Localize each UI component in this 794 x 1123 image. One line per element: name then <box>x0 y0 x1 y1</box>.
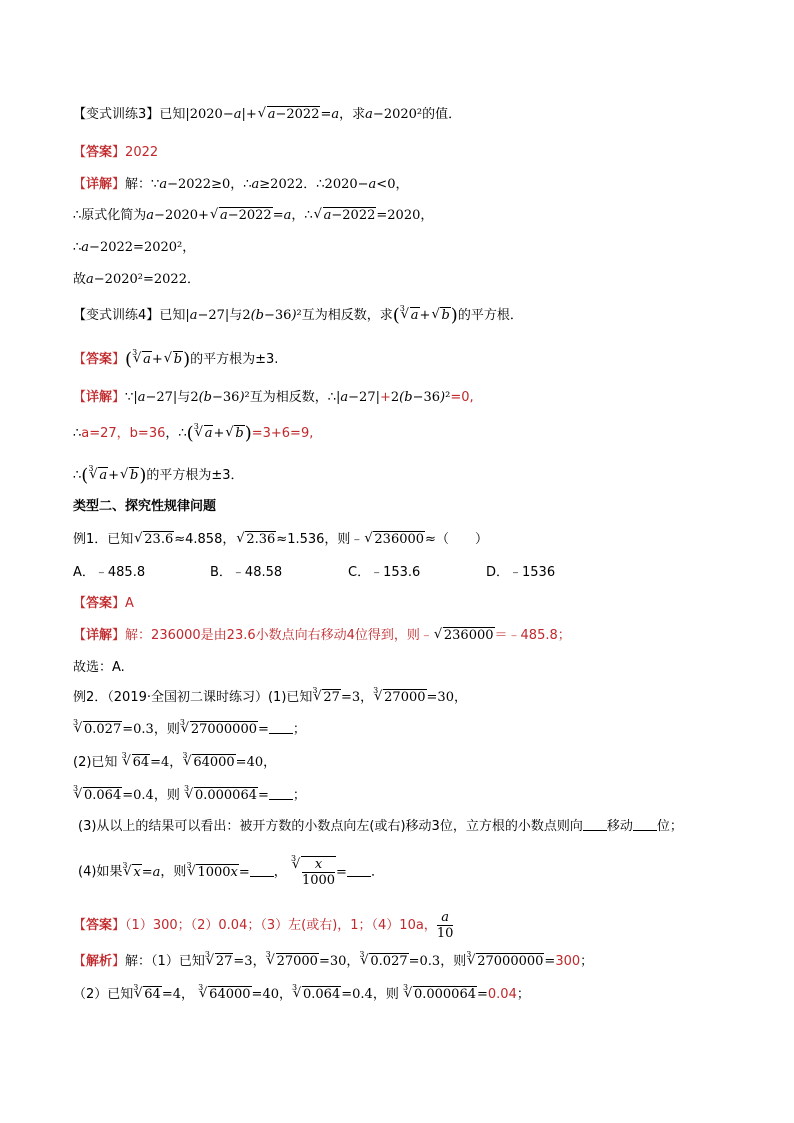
variant4-label: 变式训练4 <box>86 308 147 323</box>
blank-4 <box>633 818 657 831</box>
variant4-detail-1: 【详解】∵|a−27|与2(b−36)²互为相反数，∴|a−27|+2(b−36)²=0, <box>73 390 474 405</box>
example1-answer: 【答案】A <box>73 596 134 611</box>
example2-answer: 【答案】（1）300；（2）0.04；（3）左(或右)，1；（4）10a， $\frac{a}{10}$ <box>73 910 454 941</box>
variant3-answer: 【答案】2022 <box>73 145 159 160</box>
option-c: C．﹣153.6 <box>348 565 421 580</box>
section-heading: 类型二、探究性规律问题 <box>73 499 217 514</box>
blank-2 <box>269 787 293 800</box>
example2-line6: (4)如果 √ 3 x=a，则 √ 3 1000x= ， √ 3 $\frac{x}{1000}$ = ． <box>78 856 384 888</box>
blank-6 <box>347 864 371 877</box>
example2-line3: (2)已知 √ 3 64=4， √ 3 64000=40， <box>73 753 276 773</box>
variant4-answer: 【答案】( √ 3 a+√ b)的平方根为±3. <box>73 350 278 370</box>
example1-choose: 故选：A. <box>73 660 125 675</box>
blank-1 <box>269 721 293 734</box>
option-d: D．﹣1536 <box>486 565 556 580</box>
blank-5 <box>250 864 274 877</box>
example2-line2: √ 3 0.027=0.3，则 √ 3 27000000= ； <box>73 720 306 740</box>
example2-line4: √ 3 0.064=0.4，则 √ 3 0.000064= ； <box>73 786 306 806</box>
example2-line5: (3)从以上的结果可以看出：被开方数的小数点向左(或右)移动3位，立方根的小数点则向 移动 位； <box>78 819 683 834</box>
variant3-label: 变式训练3 <box>86 107 147 122</box>
variant4-question: 【变式训练4】已知|a−27|与2(b−36)²互为相反数，求( √ 3 a+√ b)的平方根． <box>73 306 523 326</box>
variant3-detail-1: 【详解】解：∵a−2022≥0，∴a≥2022．∴2020−a<0， <box>73 177 409 192</box>
variant3-detail-2: ∴原式化简为a−2020+√ a−2022=a，∴√ a−2022=2020， <box>73 206 433 226</box>
option-b: B．﹣48.58 <box>210 565 283 580</box>
variant4-detail-3: ∴( √ 3 a+√ b)的平方根为±3． <box>73 466 244 486</box>
blank-3 <box>583 818 607 831</box>
example2-analysis-1: 【解析】解：（1）已知 √ 3 27=3， √ 3 27000=30， √ 3 0.027=0.3，则 √ 3 27000000=300； <box>73 952 593 972</box>
variant3-detail-4: 故a−2020²=2022． <box>73 272 200 287</box>
variant4-detail-2: ∴a=27，b=36，∴( √ 3 a+√ b)=3+6=9, <box>73 424 313 444</box>
variant3-detail-3: ∴a−2022=2020²， <box>73 240 196 255</box>
example1-question: 例1．已知√ 23.6≈4.858，√ 2.36≈1.536，则﹣√ 236000≈（ ） <box>73 530 488 550</box>
option-a: A．﹣485.8 <box>73 565 146 580</box>
variant3-question: 【变式训练3】已知|2020−a|+√ a−2022=a，求a−2020²的值． <box>73 105 461 125</box>
example2-intro: 例2．（2019·全国初二课时练习）(1)已知 √ 3 27=3， √ 3 27000=30， <box>73 688 467 708</box>
example1-detail: 【详解】解：236000是由23.6小数点向右移动4位得到，则﹣√ 236000＝﹣485.8； <box>73 626 571 646</box>
example2-analysis-2: （2）已知 √ 3 64=4， √ 3 64000=40， √ 3 0.064=0.4，则 √ 3 0.000064=0.04； <box>73 985 530 1005</box>
